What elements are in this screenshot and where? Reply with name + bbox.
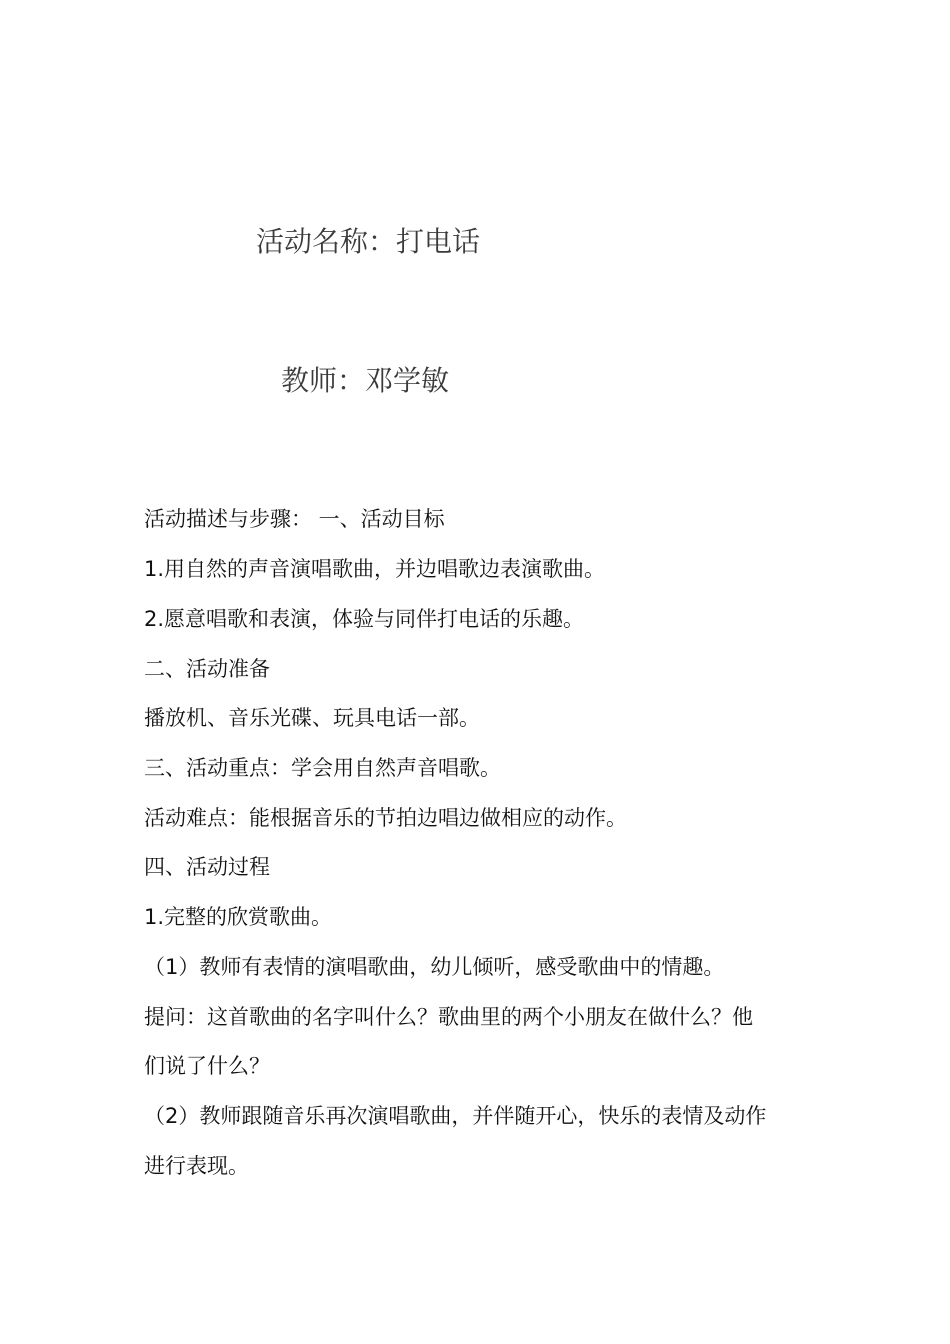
teacher-name: 教师：邓学敏 [281, 364, 450, 397]
body-line: 1.用自然的声音演唱歌曲，并边唱歌边表演歌曲。 [144, 557, 606, 581]
body-line: 提问：这首歌曲的名字叫什么？歌曲里的两个小朋友在做什么？他 [144, 1005, 753, 1029]
body-line: 们说了什么？ [144, 1054, 270, 1078]
body-line: 2.愿意唱歌和表演，体验与同伴打电话的乐趣。 [144, 607, 585, 631]
body-line: （1）教师有表情的演唱歌曲，幼儿倾听，感受歌曲中的情趣。 [144, 955, 725, 979]
body-line: 进行表现。 [144, 1154, 249, 1178]
activity-title: 活动名称：打电话 [256, 225, 481, 258]
body-line: 二、活动准备 [144, 657, 270, 681]
body-line: 三、活动重点：学会用自然声音唱歌。 [144, 756, 501, 780]
body-line: 四、活动过程 [144, 855, 270, 879]
body-line: 1.完整的欣赏歌曲。 [144, 905, 333, 929]
body-line: 播放机、音乐光碟、玩具电话一部。 [144, 706, 480, 730]
body-line: 活动难点：能根据音乐的节拍边唱边做相应的动作。 [144, 806, 627, 830]
body-line: （2）教师跟随音乐再次演唱歌曲，并伴随开心，快乐的表情及动作 [144, 1104, 767, 1128]
body-line: 活动描述与步骤： 一、活动目标 [144, 507, 445, 531]
